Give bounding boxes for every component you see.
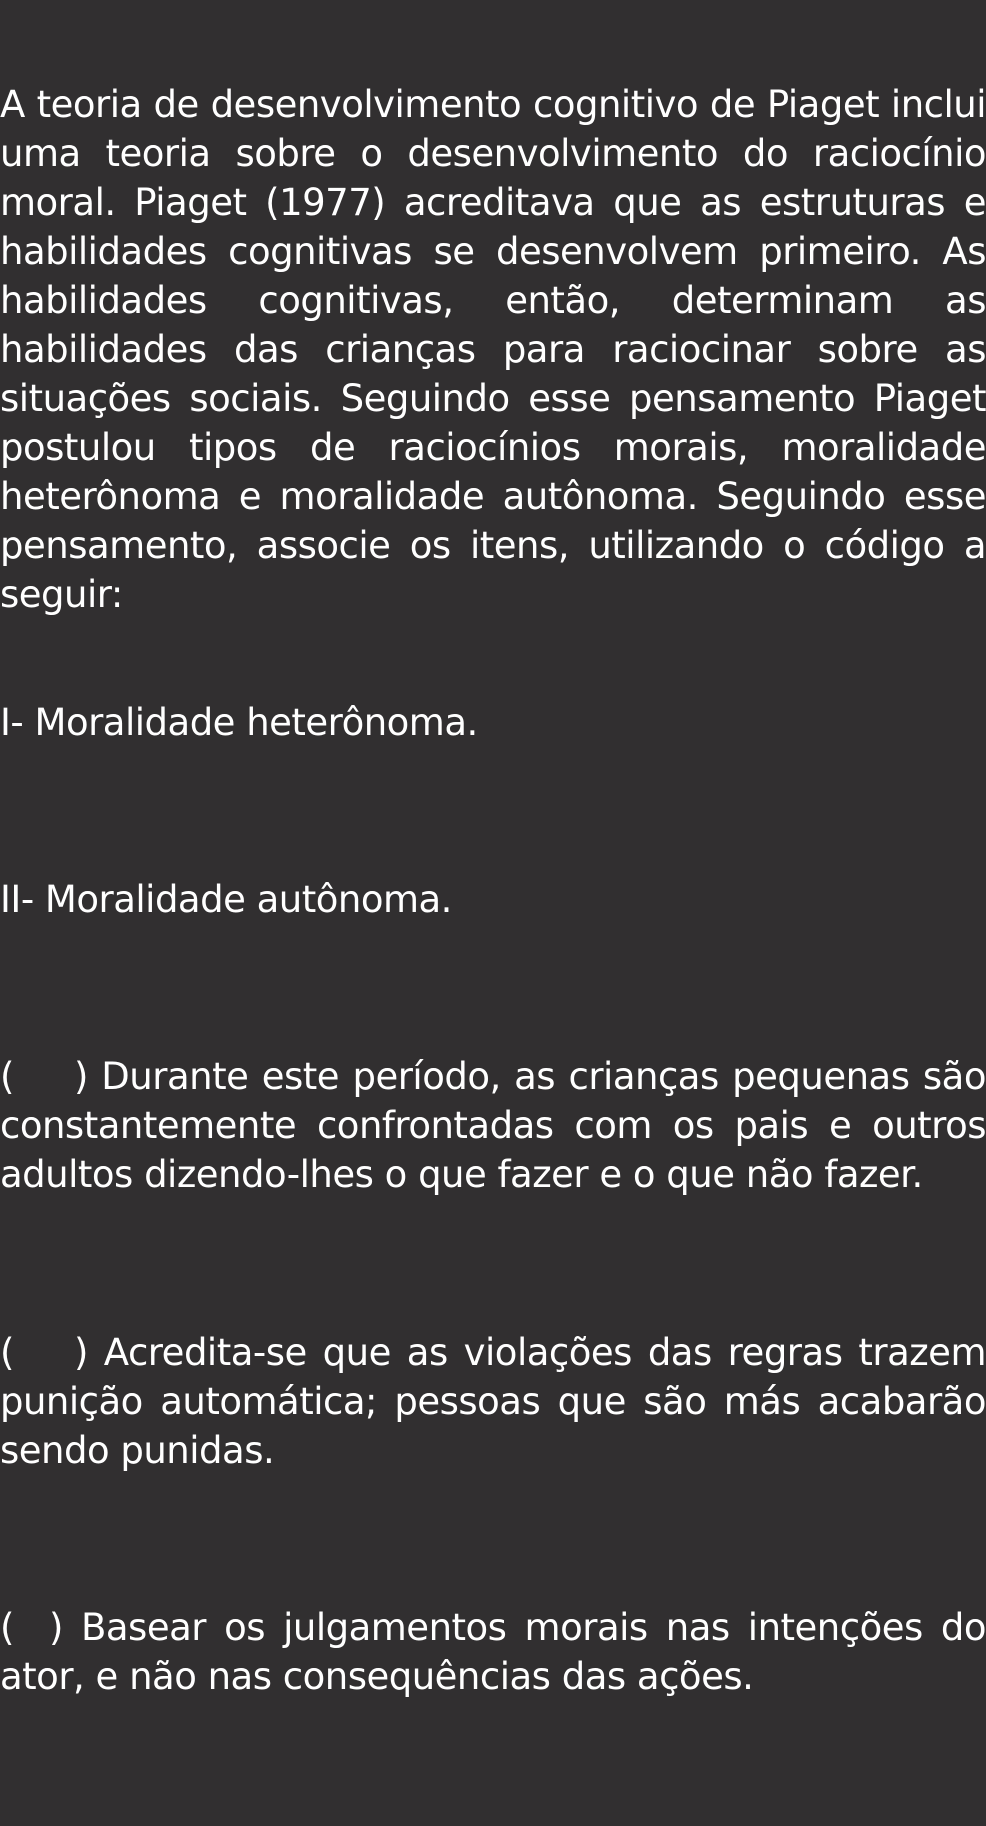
- item-ii-moralidade-autonoma: II- Moralidade autônoma.: [0, 878, 452, 921]
- statement-2-close-paren: ): [73, 1331, 88, 1374]
- item-i-moralidade-heteronoma: I- Moralidade heterônoma.: [0, 701, 478, 744]
- statement-3-close-paren: ): [48, 1606, 63, 1649]
- intro-paragraph: A teoria de desenvolvimento cognitivo de Piaget inclui uma teoria sobre o desenvolvimento do raciocínio moral. Piaget (1977) acreditava que as estruturas e habilidades cognitivas se desenvolvem primeiro. As habilidades cognitivas, então, determinam as habilidades das crianças para raciocinar sobre as situações sociais. Seguindo esse pensamento Piaget postulou tipos de raciocínios morais, moralidade heterônoma e moralidade autônoma. Seguindo esse pensamento, associe os itens, utilizando o código a seguir:: [0, 83, 986, 616]
- statement-3-open-paren: (: [0, 1606, 14, 1649]
- statement-2-text: Acredita-se que as violações das regras trazem punição automática; pessoas que são más acabarão sendo punidas.: [0, 1331, 986, 1472]
- statement-2: [0, 1328, 986, 1476]
- statement-3: [0, 1603, 986, 1703]
- statement-1-text: Durante este período, as crianças pequenas são constantemente confrontadas com os pais e outros adultos dizendo-lhes o que fazer e o que não fazer.: [0, 1055, 986, 1196]
- statement-2-open-paren: (: [0, 1331, 14, 1374]
- statement-1-open-paren: (: [0, 1055, 14, 1098]
- statement-1-close-paren: ): [73, 1055, 88, 1098]
- statement-3-text: Basear os julgamentos morais nas intenções do ator, e não nas consequências das ações.: [0, 1606, 986, 1698]
- statement-1: [0, 1052, 986, 1200]
